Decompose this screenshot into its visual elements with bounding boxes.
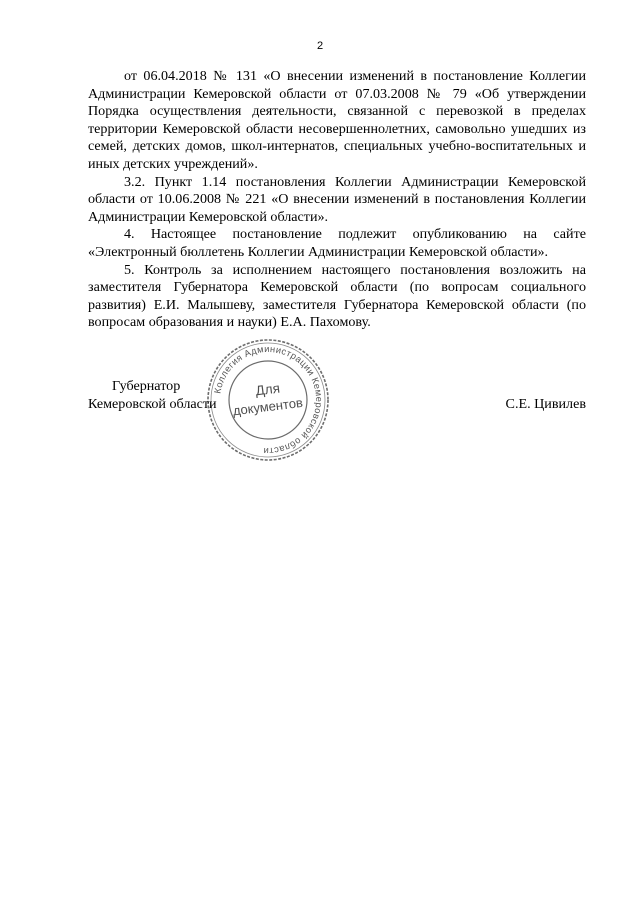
signatory-title-line1: Губернатор — [112, 378, 181, 394]
signatory-title — [88, 377, 217, 413]
seal-center-line2: документов — [231, 394, 304, 419]
seal-ring-text: Коллегия Администрации Кемеровской области — [212, 343, 325, 457]
paragraph-item-3-2: 3.2. Пункт 1.14 постановления Коллегии Администрации Кемеровской области от 10.06.2008 № 221 «О внесении изменений в постановления Коллегии Администрации Кемеровской области». — [88, 173, 586, 225]
signatory-title-line2: Кемеровской области — [88, 396, 217, 412]
paragraph-item-4: 4. Настоящее постановление подлежит опубликованию на сайте «Электронный бюллетень Коллегии Администрации Кемеровской области». — [88, 226, 586, 260]
official-seal — [206, 338, 330, 462]
signatory-name: С.Е. Цивилев — [505, 396, 586, 412]
seal-center-line1: Для — [254, 380, 281, 399]
paragraph-item-5: 5. Контроль за исполнением настоящего постановления возложить на заместителя Губернатора Кемеровской области (по вопросам социального развития) Е.И. Малышеву, заместителя Губернатора Кемеровской области (по вопросам образования и науки) Е.А. Пахомову. — [88, 261, 586, 331]
page-number: 2 — [316, 40, 324, 52]
document-body — [88, 68, 586, 332]
paragraph-continuation: от 06.04.2018 № 131 «О внесении изменений в постановление Коллегии Администрации Кемеровской области от 07.03.2008 № 79 «Об утверждении Порядка осуществления деятельности, связанной с перевозкой в пределах территории Кемеровской области несовершеннолетних, самовольно ушедших из семей, детских домов, школ-интернатов, специальных учебно-воспитательных и иных детских учреждений». — [88, 68, 586, 172]
